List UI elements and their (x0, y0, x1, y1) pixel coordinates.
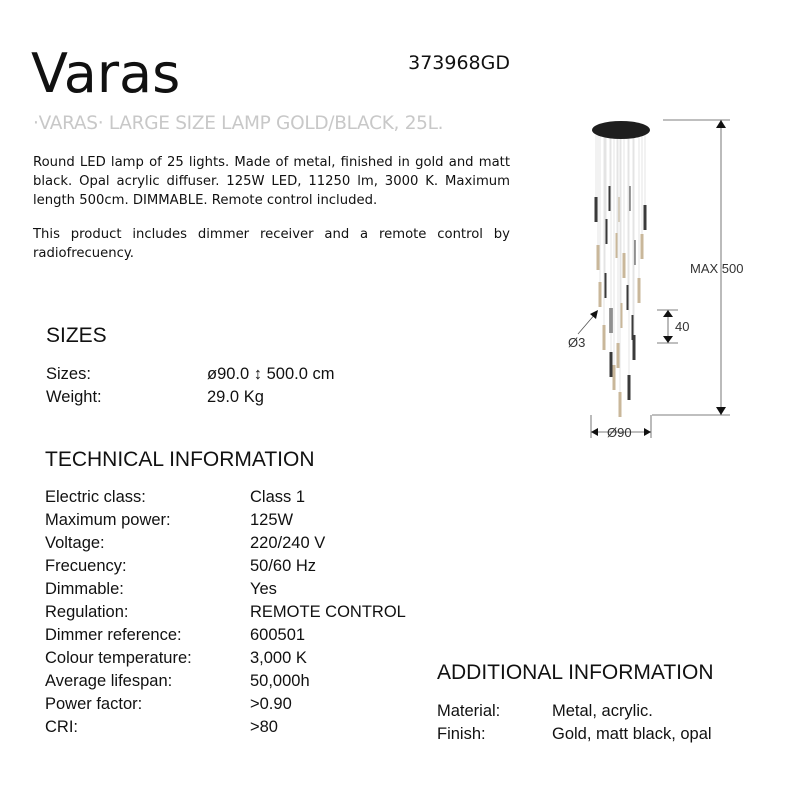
row-label: Finish: (437, 725, 486, 743)
gold-light-rod (617, 343, 620, 368)
gold-light-rod (599, 282, 602, 307)
row-label: Maximum power: (45, 511, 171, 529)
row-value: Yes (250, 580, 277, 598)
row-value: Gold, matt black, opal (552, 725, 712, 743)
row-label: Frecuency: (45, 557, 127, 575)
row-value: 29.0 Kg (207, 388, 264, 406)
row-value: >0.90 (250, 695, 292, 713)
description-paragraph: Round LED lamp of 25 lights. Made of metal, finished in gold and matt black. Opal acrylic diffuser. 125W LED, 11250 lm, 3000 K. Maximum length 500cm. DIMMABLE. Remote control included. (33, 155, 510, 208)
row-label: Voltage: (45, 534, 105, 552)
additional-heading: ADDITIONAL INFORMATION (437, 661, 714, 684)
product-subtitle: ·VARAS· LARGE SIZE LAMP GOLD/BLACK, 25L. (33, 113, 444, 134)
product-title: Varas (31, 42, 181, 105)
dimension-lines (578, 120, 730, 438)
segment-length-label: 40 (675, 319, 690, 334)
gold-light-rod (641, 234, 644, 259)
lamp-diameter-label: Ø90 (607, 425, 632, 440)
black-light-rod (633, 335, 636, 360)
row-label: Sizes: (46, 365, 91, 383)
row-label: Regulation: (45, 603, 129, 621)
row-value: Metal, acrylic. (552, 702, 653, 720)
row-label: Dimmer reference: (45, 626, 182, 644)
gold-light-rod (603, 325, 606, 350)
row-label: Colour temperature: (45, 649, 192, 667)
gold-light-rod (613, 365, 616, 390)
row-value: ø90.0 ↕ 500.0 cm (207, 365, 335, 383)
row-value: 220/240 V (250, 534, 326, 552)
row-label: Weight: (46, 388, 102, 406)
row-value: 3,000 K (250, 649, 307, 667)
row-label: Electric class: (45, 488, 146, 506)
black-light-rod (628, 375, 631, 400)
row-value: >80 (250, 718, 278, 736)
row-value: Class 1 (250, 488, 306, 506)
row-value: 50/60 Hz (250, 557, 317, 575)
black-light-rod (644, 205, 647, 230)
description-paragraph: This product includes dimmer receiver and a remote control by radiofrecuency. (33, 227, 510, 261)
gold-light-rod (619, 392, 622, 417)
black-light-rod (610, 352, 613, 377)
technical-heading: TECHNICAL INFORMATION (45, 448, 315, 471)
row-value: 50,000h (250, 672, 310, 690)
product-code: 373968GD (408, 52, 510, 74)
row-value: 125W (250, 511, 294, 529)
row-label: Power factor: (45, 695, 143, 713)
rod-diameter-label: Ø3 (568, 335, 586, 350)
lamp-rods (595, 135, 647, 417)
gold-light-rod (597, 245, 600, 270)
sizes-heading: SIZES (46, 324, 107, 347)
gold-light-rod (623, 253, 626, 278)
row-value: REMOTE CONTROL (250, 603, 406, 621)
row-label: CRI: (45, 718, 78, 736)
black-light-rod (595, 197, 598, 222)
row-label: Dimmable: (45, 580, 124, 598)
gold-light-rod (638, 278, 641, 303)
lamp-canopy (592, 121, 650, 139)
row-label: Material: (437, 702, 501, 720)
row-value: 600501 (250, 626, 306, 644)
row-label: Average lifespan: (45, 672, 173, 690)
max-length-label: MAX 500 (690, 261, 744, 276)
